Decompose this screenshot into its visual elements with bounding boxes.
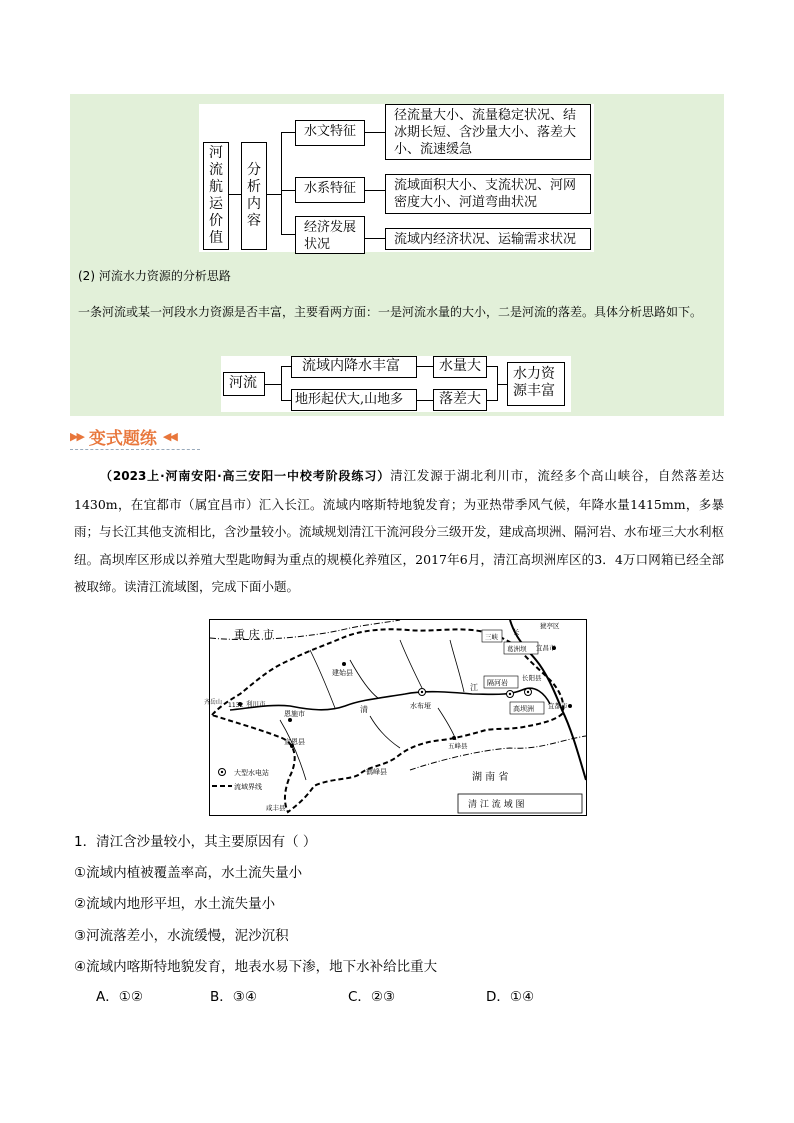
label-lichuan: 利川市 [246,700,266,708]
diagram2-start: 河流 [223,372,265,396]
branch-detail-system: 流域面积大小、支流状况、河网密度大小、河道弯曲状况 [385,174,591,214]
label-river-qing: 清 [360,705,368,714]
diagram2-result: 水力资源丰富 [507,362,565,406]
label-enshi: 恩施市 [284,710,305,718]
legend-boundary: 流域界线 [234,783,262,791]
arrows-right-icon: ◀◀ [162,429,176,443]
section-underline [70,449,200,450]
branch-label-hydrology: 水文特征 [295,120,365,146]
diagram-root-text: 河流航运价值 [209,145,223,246]
question-item-2: ②流域内地形平坦，水土流失量小 [74,896,276,912]
diagram-root-box [203,142,229,250]
question-passage [74,462,724,601]
label-geheyan: 隔河岩 [487,679,508,687]
label-elev: 1132 [228,702,244,709]
label-yichang: 宜昌市 [536,644,556,652]
option-a[interactable]: A．①② [96,989,143,1005]
label-yidu: 宜都市 [548,702,568,710]
label-chongqing: 重 庆 市 [234,628,274,641]
branch-label-system: 水系特征 [295,177,365,203]
label-shuibuya: 水布垭 [410,702,431,710]
diagram2-cause1: 流域内降水丰富 [291,356,417,378]
label-gezhouba: 葛洲坝 [507,645,527,653]
basin-boundary [212,629,563,812]
diagram2-effect1: 水量大 [433,356,487,378]
qingjiang-river [230,688,550,710]
section-title: 变式题练 [88,428,157,449]
navigation-value-diagram [199,104,594,252]
diagram2-cause2: 地形起伏大,山地多 [291,389,417,411]
panel-subheading: (2) 河流水力资源的分析思路 [78,269,231,283]
label-jianshi: 建始县 [332,669,353,677]
label-changyang: 长阳县 [522,674,542,682]
label-wufeng: 五峰县 [448,742,468,750]
legend-station: 大型水电站 [234,769,269,777]
label-gaobazhou: 高坝洲 [513,705,534,713]
label-sanxia: 三峡 [485,633,498,641]
label-river-jiang: 江 [470,683,478,692]
label-xianfeng: 咸丰县 [266,804,286,812]
qingjiang-basin-map [204,619,587,816]
label-hunan: 湖 南 省 [472,772,509,783]
label-chang: 长 [513,628,520,636]
label-xiaoting: 猇亭区 [540,622,560,630]
branch-detail-economy: 流域内经济状况、运输需求状况 [385,228,591,250]
branch-label-economy: 经济发展状况 [295,216,365,254]
question-item-3: ③河流落差小，水流缓慢，泥沙沉积 [74,928,289,944]
label-qiyue: 齐岳山 [204,699,223,706]
label-hefeng: 鹤峰县 [366,768,387,776]
knowledge-panel [70,94,724,416]
branch-detail-hydrology: 径流量大小、流量稳定状况、结冰期长短、含沙量大小、落差大小、流速缓急 [385,104,591,160]
panel-paragraph: 一条河流或某一河段水力资源是否丰富，主要看两方面：一是河流水量的大小，二是河流的落差。具体分析思路如下。 [78,305,703,319]
diagram-mid-box [241,142,267,250]
arrows-left-icon: ▶▶ [70,429,83,443]
section-heading [70,424,176,448]
option-b[interactable]: B．③④ [210,989,257,1005]
map-title: 清 江 流 域 图 [468,800,525,810]
diagram-mid-text: 分析内容 [247,162,261,229]
question-item-1: ①流域内植被覆盖率高，水土流失量小 [74,865,303,881]
option-c[interactable]: C．②③ [348,989,396,1005]
hydropower-diagram [221,356,571,412]
question-stem: 1．清江含沙量较小，其主要原因有（ ） [74,834,317,850]
diagram2-effect2: 落差大 [433,389,487,411]
option-d[interactable]: D．①④ [486,989,535,1005]
passage-text: 清江发源于湖北利川市，流经多个高山峡谷，自然落差达1430m，在宜都市（属宜昌市）汇入长江。流域内喀斯特地貌发育；为亚热带季风气候，年降水量1415mm，多暴雨；与长江其他支流相比，含沙量较小。流域规划清江干流河段分三级开发，建成高坝洲、隔河岩、水布垭三大水利枢纽。高坝库区形成以养殖大型匙吻鲟为重点的规模化养殖区，2017年6月，清江高坝洲库区的3．4万口网箱已经全部被取缔。读清江流域图，完成下面小题。 [74,468,725,594]
label-xuanen: 宣恩县 [284,738,305,746]
passage-source: （2023上·河南安阳·高三安阳一中校考阶段练习） [100,469,391,483]
question-item-4: ④流域内喀斯特地貌发育，地表水易下渗，地下水补给比重大 [74,959,438,975]
